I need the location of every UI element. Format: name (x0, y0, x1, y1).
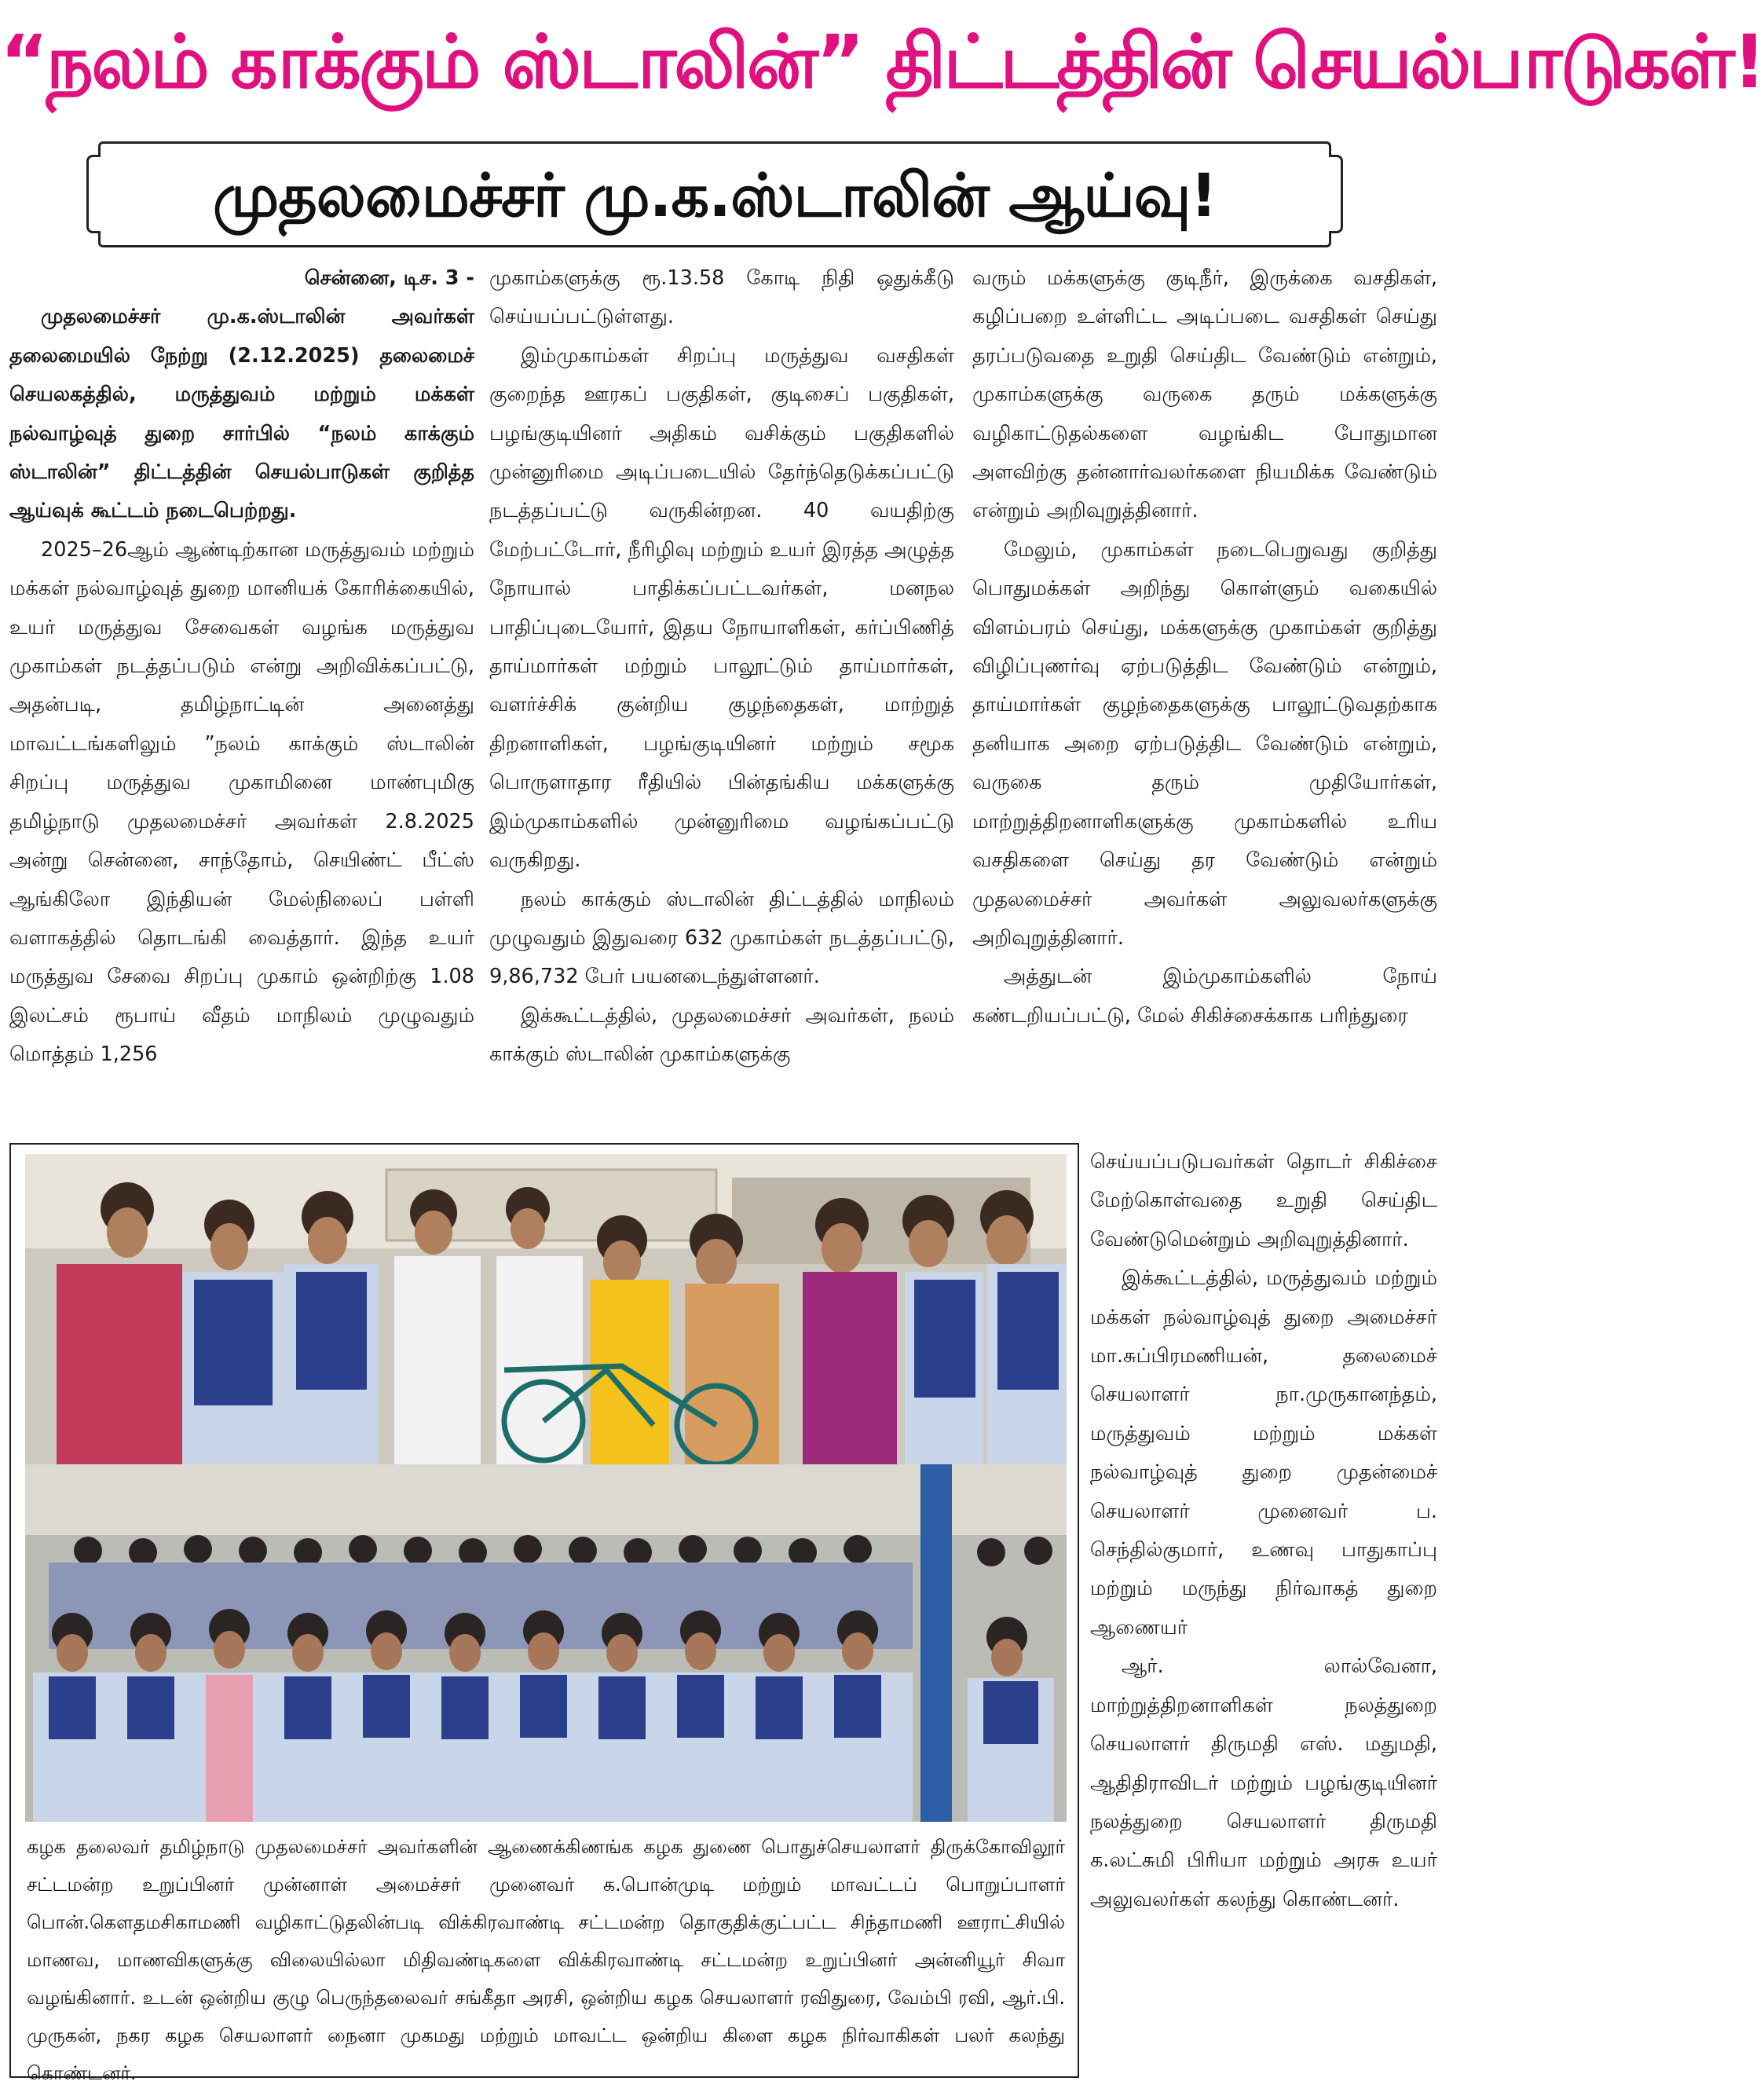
article-paragraph: இம்முகாம்கள் சிறப்பு மருத்துவ வசதிகள் குறைந்த ஊரகப் பகுதிகள், குடிசைப் பகுதிகள், பழங்குடியினர் அதிகம் வசிக்கும் பகுதிகளில் முன்னுரிமை அடிப்படையில் தேர்ந்தெடுக்கப்பட்டு நடத்தப்பட்டு வருகின்றன. 40 வயதிற்கு மேற்பட்டோர், நீரிழிவு மற்றும் உயர் இரத்த அழுத்த நோயால் பாதிக்கப்பட்டவர்கள், மனநல பாதிப்புடையோர், இதய நோயாளிகள், கர்ப்பிணித் தாய்மார்கள் மற்றும் பாலூட்டும் தாய்மார்கள், வளர்ச்சிக் குன்றிய குழந்தைகள், மாற்றுத் திறனாளிகள், பழங்குடியினர் மற்றும் சமூக பொருளாதார ரீதியில் பின்தங்கிய மக்களுக்கு இம்முகாம்களில் முன்னுரிமை வழங்கப்பட்டு வருகிறது. (489, 343, 954, 873)
article-paragraph: ஆர். லால்வேனா, மாற்றுத்திறனாளிகள் நலத்துறை செயலாளர் திருமதி எஸ். மதுமதி, ஆதிதிராவிடர் மற்றும் பழங்குடியினர் நலத்துறை செயலாளர் திருமதி க.லட்சுமி பிரியா மற்றும் அரசு உயர் அலுவலர்கள் கலந்து கொண்டனர். (1090, 1654, 1437, 1911)
article-column-1 (9, 259, 474, 1143)
article-paragraph: மேலும், முகாம்கள் நடைபெறுவது குறித்து பொதுமக்கள் அறிந்து கொள்ளும் வகையில் விளம்பரம் செய்து, மக்களுக்கு முகாம்கள் குறித்து விழிப்புணர்வு ஏற்படுத்திட வேண்டும் என்றும், தாய்மார்கள் குழந்தைகளுக்கு பாலூட்டுவதற்காக தனியாக அறை ஏற்படுத்திட வேண்டும் என்றும், வருகை தரும் முதியோர்கள், மாற்றுத்திறனாளிகளுக்கு முகாம்களில் உரிய வசதிகளை செய்து தர வேண்டும் என்றும் முதலமைச்சர் அவர்கள் அலுவலர்களுக்கு அறிவுறுத்தினார். (972, 537, 1437, 950)
article-paragraph-continued: முகாம்களுக்கு ரூ.13.58 கோடி நிதி ஒதுக்கீடு செய்யப்பட்டுள்ளது. (489, 266, 954, 329)
photo-caption: கழக தலைவர் தமிழ்நாடு முதலமைச்சர் அவர்களின் ஆணைக்கிணங்க கழக துணை பொதுச்செயலாளர் திருக்கோவிலூர் சட்டமன்ற உறுப்பினர் முன்னாள் அமைச்சர் முனைவர் க.பொன்முடி மற்றும் மாவட்டப் பொறுப்பாளர் பொன்.கௌதமசிகாமணி வழிகாட்டுதலின்படி விக்கிரவாண்டி சட்டமன்ற தொகுதிக்குட்பட்ட சிந்தாமணி ஊராட்சியில் மாணவ, மாணவிகளுக்கு விலையில்லா மிதிவண்டிகளை விக்கிரவாண்டி சட்டமன்ற உறுப்பினர் அன்னியூர் சிவா வழங்கினார். உடன் ஒன்றிய குழு பெருந்தலைவர் சங்கீதா அரசி, ஒன்றிய கழக செயலாளர் ரவிதுரை, வேம்பி ரவி, ஆர்.பி. முருகன், நகர கழக செயலாளர் நைனா முகமது மற்றும் மாவட்ட ஒன்றிய கிளை கழக நிர்வாகிகள் பலர் கலந்து கொண்டனர். (27, 1836, 1065, 2084)
photo-bicycle-distribution (25, 1154, 1067, 1464)
article-column-3-lower (1090, 1143, 1437, 2078)
photo-box (9, 1143, 1079, 2084)
article-paragraph: 2025–26ஆம் ஆண்டிற்கான மருத்துவம் மற்றும் மக்கள் நல்வாழ்வுத் துறை மானியக் கோரிக்கையில், உயர் மருத்துவ சேவைகள் வழங்க மருத்துவ முகாம்கள் நடத்தப்படும் என்று அறிவிக்கப்பட்டு, அதன்படி, தமிழ்நாட்டின் அனைத்து மாவட்டங்களிலும் ”நலம் காக்கும் ஸ்டாலின் சிறப்பு மருத்துவ முகாமினை மாண்புமிகு தமிழ்நாடு முதலமைச்சர் அவர்கள் 2.8.2025 அன்று சென்னை, சாந்தோம், செயிண்ட் பீட்ஸ் ஆங்கிலோ இந்தியன் மேல்நிலைப் பள்ளி வளாகத்தில் தொடங்கி வைத்தார். இந்த உயர் மருத்துவ சேவை சிறப்பு முகாம் ஒன்றிற்கு 1.08 இலட்சம் ரூபாய் வீதம் மாநிலம் முழுவதும் மொத்தம் 1,256 (9, 537, 474, 1067)
article-lead: முதலமைச்சர் மு.க.ஸ்டாலின் அவர்கள் தலைமையில் நேற்று (2.12.2025) தலைமைச் செயலகத்தில், மருத்துவம் மற்றும் மக்கள் நல்வாழ்வுத் துறை சார்பில் “நலம் காக்கும் ஸ்டாலின்” திட்டத்தின் செயல்பாடுகள் குறித்த ஆய்வுக் கூட்டம் நடைபெற்றது. (9, 305, 474, 523)
subheadline: முதலமைச்சர் மு.க.ஸ்டாலின் ஆய்வு! (212, 160, 1217, 230)
headline: “நலம் காக்கும் ஸ்டாலின்” திட்டத்தின் செயல்பாடுகள்! (0, 20, 1764, 105)
article-paragraph-continued: வரும் மக்களுக்கு குடிநீர், இருக்கை வசதிகள், கழிப்பறை உள்ளிட்ட அடிப்படை வசதிகள் செய்து தரப்படுவதை உறுதி செய்திட வேண்டும் என்றும், முகாம்களுக்கு வருகை தரும் மக்களுக்கு வழிகாட்டுதல்களை வழங்கிட போதுமான அளவிற்கு தன்னார்வலர்களை நியமிக்க வேண்டும் என்றும் அறிவுறுத்தினார். (972, 266, 1437, 523)
article-paragraph: அத்துடன் இம்முகாம்களில் நோய் கண்டறியப்பட்டு, மேல் சிகிச்சைக்காக பரிந்துரை (972, 965, 1437, 1028)
photo-students-seated (25, 1464, 1067, 1822)
article-column-2 (489, 259, 954, 1143)
article-paragraph: இக்கூட்டத்தில், மருத்துவம் மற்றும் மக்கள் நல்வாழ்வுத் துறை அமைச்சர் மா.சுப்பிரமணியன், தலைமைச் செயலாளர் நா.முருகானந்தம், மருத்துவம் மற்றும் மக்கள் நல்வாழ்வுத் துறை முதன்மைச் செயலாளர் முனைவர் ப. செந்தில்குமார், உணவு பாதுகாப்பு மற்றும் மருந்து நிர்வாகத் துறை ஆணையர் (1090, 1266, 1437, 1640)
article-paragraph-continued: செய்யப்படுபவர்கள் தொடர் சிகிச்சை மேற்கொள்வதை உறுதி செய்திட வேண்டுமென்றும் அறிவுறுத்தினார். (1090, 1150, 1437, 1251)
article-paragraph: இக்கூட்டத்தில், முதலமைச்சர் அவர்கள், நலம் காக்கும் ஸ்டாலின் முகாம்களுக்கு (489, 1003, 954, 1067)
article-column-3 (972, 259, 1437, 1143)
subheadline-frame (98, 141, 1331, 247)
dateline: சென்னை, டிச. 3 - (304, 266, 474, 290)
article-paragraph: நலம் காக்கும் ஸ்டாலின் திட்டத்தில் மாநிலம் முழுவதும் இதுவரை 632 முகாம்கள் நடத்தப்பட்டு, 9,86,732 பேர் பயனடைந்துள்ளனர். (489, 887, 954, 989)
